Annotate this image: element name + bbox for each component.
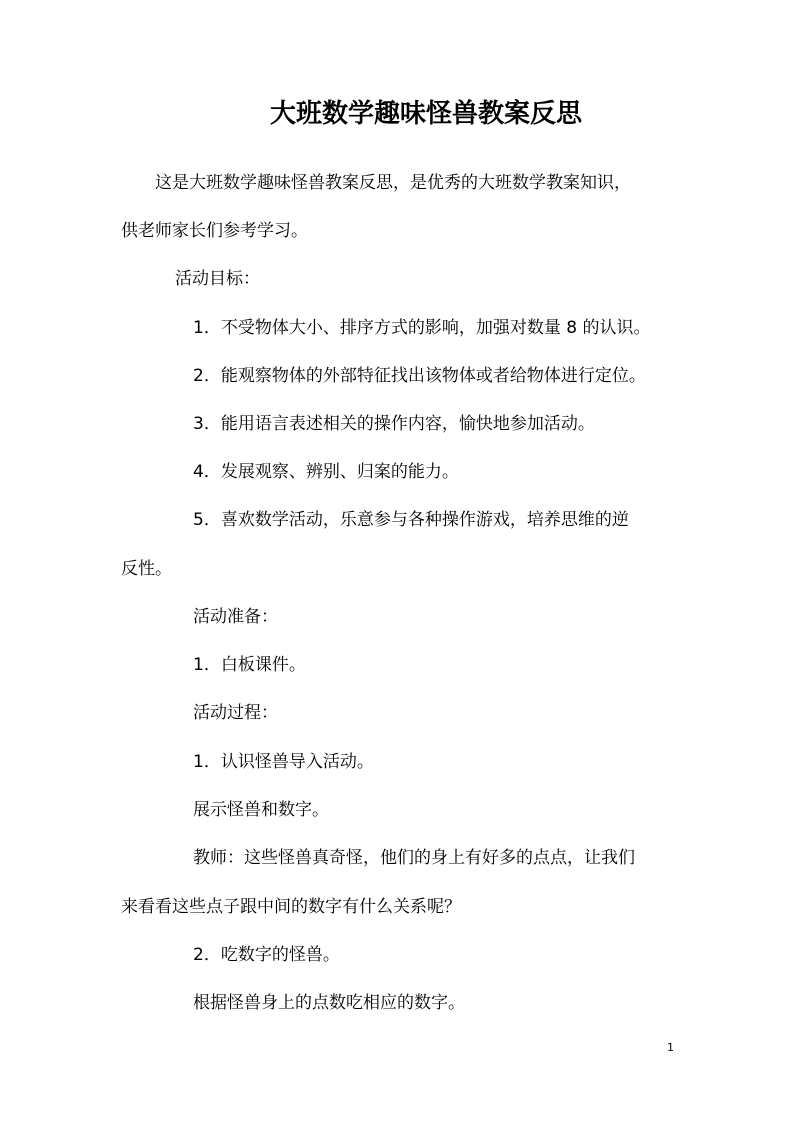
intro-line-2: 供老师家长们参考学习。 (121, 221, 308, 241)
goal-item-4: 4．发展观察、辨别、归案的能力。 (193, 462, 459, 482)
goal-item-2: 2．能观察物体的外部特征找出该物体或者给物体进行定位。 (193, 366, 646, 386)
page-number: 1 (667, 1041, 674, 1054)
process-heading: 活动过程： (193, 703, 278, 723)
goal-item-3: 3．能用语言表述相关的操作内容，愉快地参加活动。 (193, 414, 595, 434)
preparation-heading: 活动准备： (193, 607, 278, 627)
goal-item-1: 1．不受物体大小、排序方式的影响，加强对数量 8 的认识。 (193, 318, 651, 338)
intro-line-1: 这是大班数学趣味怪兽教案反思，是优秀的大班数学教案知识， (155, 173, 631, 193)
preparation-item-1: 1．白板课件。 (193, 655, 306, 675)
goal-item-5-line-2: 反性。 (121, 559, 172, 579)
teacher-speech-line-1: 教师：这些怪兽真奇怪，他们的身上有好多的点点，让我们 (193, 848, 635, 868)
process-step-1: 1．认识怪兽导入活动。 (193, 752, 374, 772)
process-step-1-detail: 展示怪兽和数字。 (193, 800, 329, 820)
goal-item-5-line-1: 5．喜欢数学活动，乐意参与各种操作游戏，培养思维的逆 (193, 510, 629, 530)
process-step-2: 2．吃数字的怪兽。 (193, 945, 340, 965)
process-step-2-detail: 根据怪兽身上的点数吃相应的数字。 (193, 993, 465, 1013)
teacher-speech-line-2: 来看看这些点子跟中间的数字有什么关系呢？ (121, 897, 461, 917)
goals-heading: 活动目标： (175, 269, 260, 289)
document-title: 大班数学趣味怪兽教案反思 (269, 99, 582, 129)
